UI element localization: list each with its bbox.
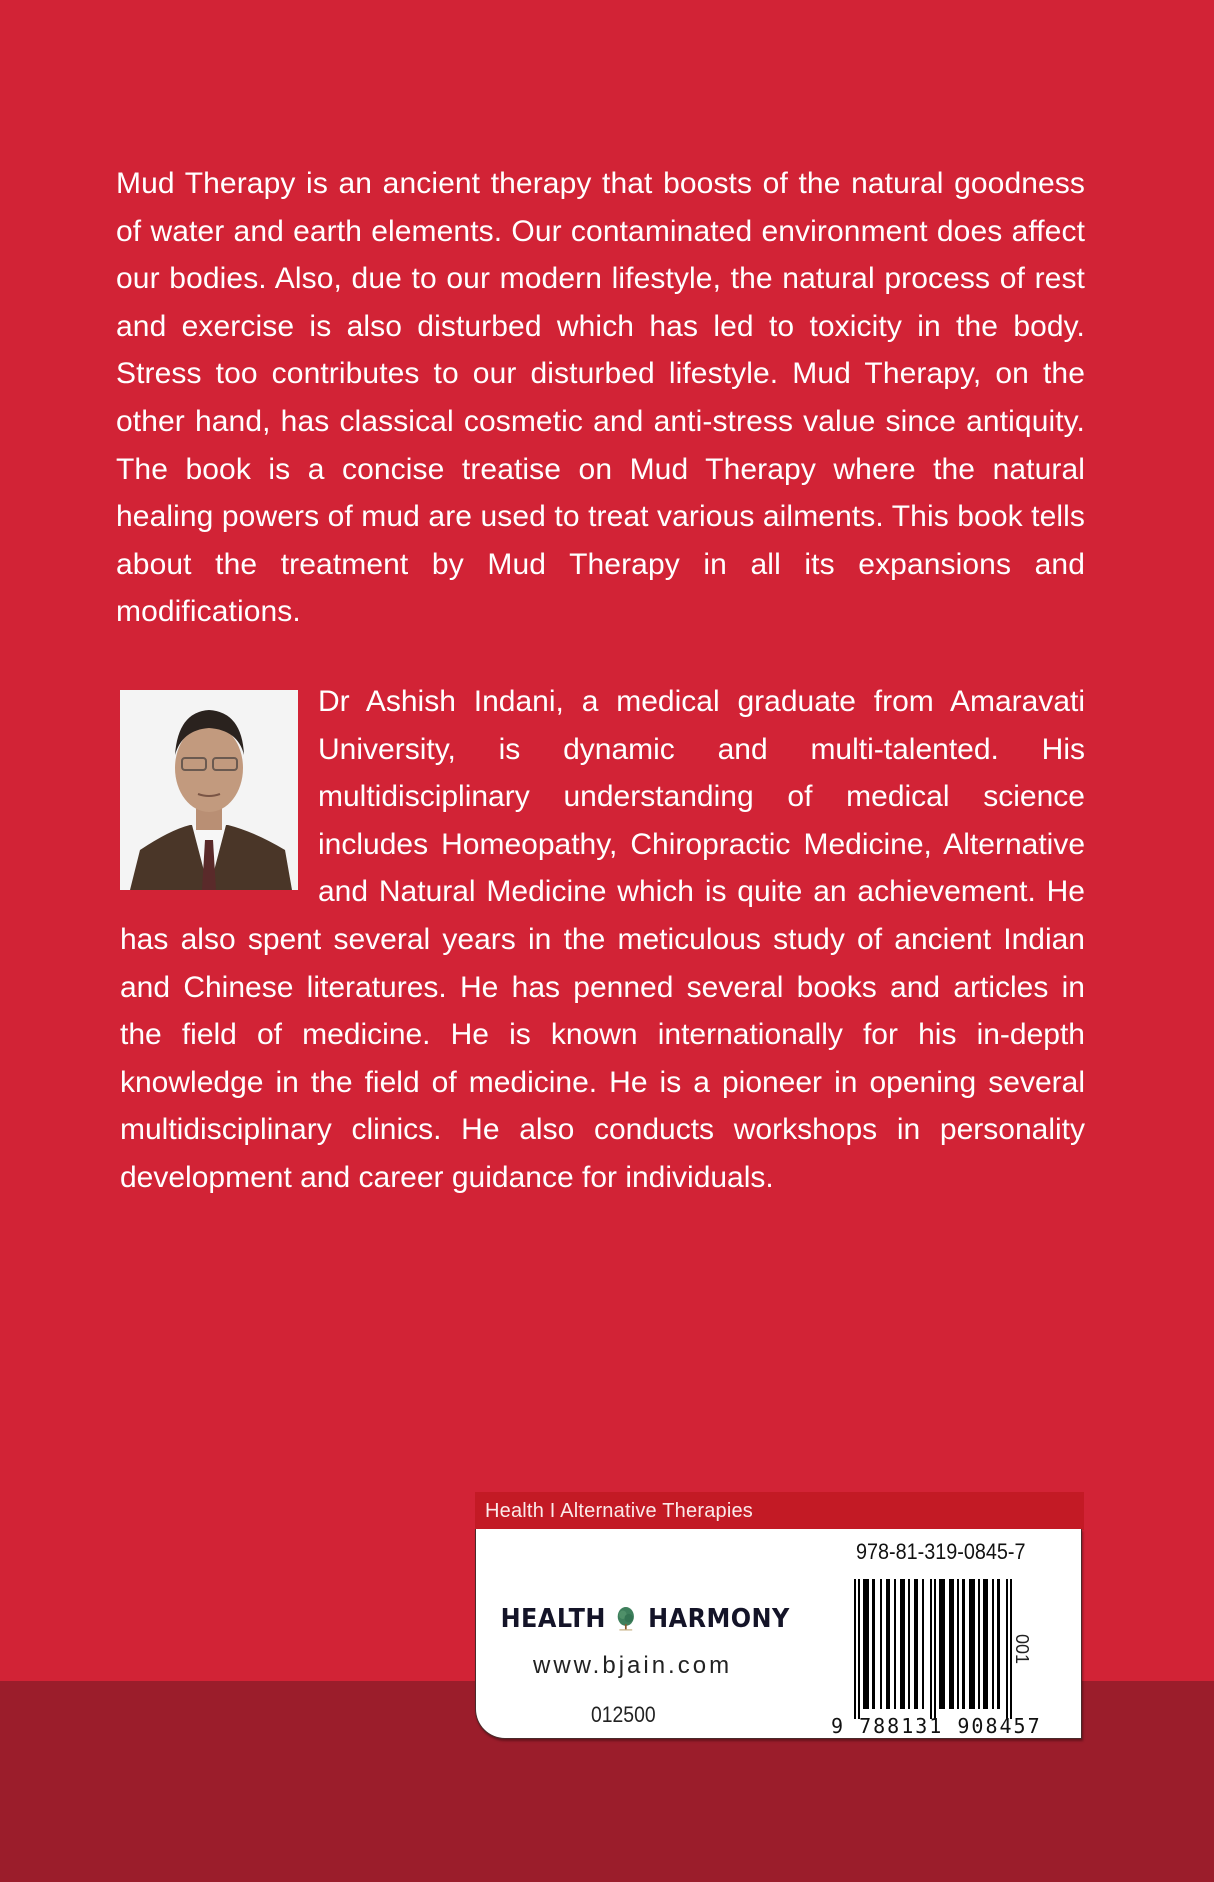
publisher-logo (496, 1589, 796, 1649)
sticker-body (475, 1529, 1082, 1739)
category-label: Health I Alternative Therapies (475, 1492, 1084, 1530)
price-code: 012500 (591, 1702, 656, 1727)
author-photo (120, 690, 298, 890)
book-description: Mud Therapy is an ancient therapy that boosts of the natural goodness of water and earth elements. Our contaminated environment does affect our bodies. Also, due to our modern lifestyle, the natural process of rest and exercise is also disturbed which has led to toxicity in the body. Stress too contributes to our disturbed lifestyle. Mud Therapy, on the other hand, has classical cosmetic and anti-stress value since antiquity. The book is a concise treatise on Mud Therapy where the natural healing powers of mud are used to treat various ailments. This book tells about the treatment by Mud Therapy in all its expansions and modifications. (116, 167, 1085, 629)
logo-word-health: HEALTH (500, 1604, 606, 1634)
author-bio: Dr Ashish Indani, a medical graduate from Amaravati University, is dynamic and multi-talented. His multidisciplinary understanding of medical science includes Homeopathy, Chiropractic Medicine, Alternative and Natural Medicine which is quite an achievement. He has also spent several years in the meticulous study of ancient Indian and Chinese literatures. He has penned several books and articles in the field of medicine. He is known internationally for his in-depth knowledge in the field of medicine. He is a pioneer in opening several multidisciplinary clinics. He also conducts workshops in personality development and career guidance for individuals. (120, 685, 1085, 1194)
publisher-sticker (475, 1492, 1084, 1741)
publisher-website[interactable]: www.bjain.com (533, 1652, 733, 1679)
barcode-digits: 9 788131 908457 (831, 1714, 1042, 1738)
isbn-number: 978-81-319-0845-7 (856, 1539, 1026, 1564)
logo-word-harmony: HARMONY (648, 1604, 790, 1634)
addon-code: 001 (1012, 1634, 1032, 1665)
author-section (120, 685, 1085, 1232)
tree-icon (616, 1589, 636, 1649)
barcode-icon (854, 1579, 1014, 1719)
person-portrait-icon (120, 690, 298, 890)
